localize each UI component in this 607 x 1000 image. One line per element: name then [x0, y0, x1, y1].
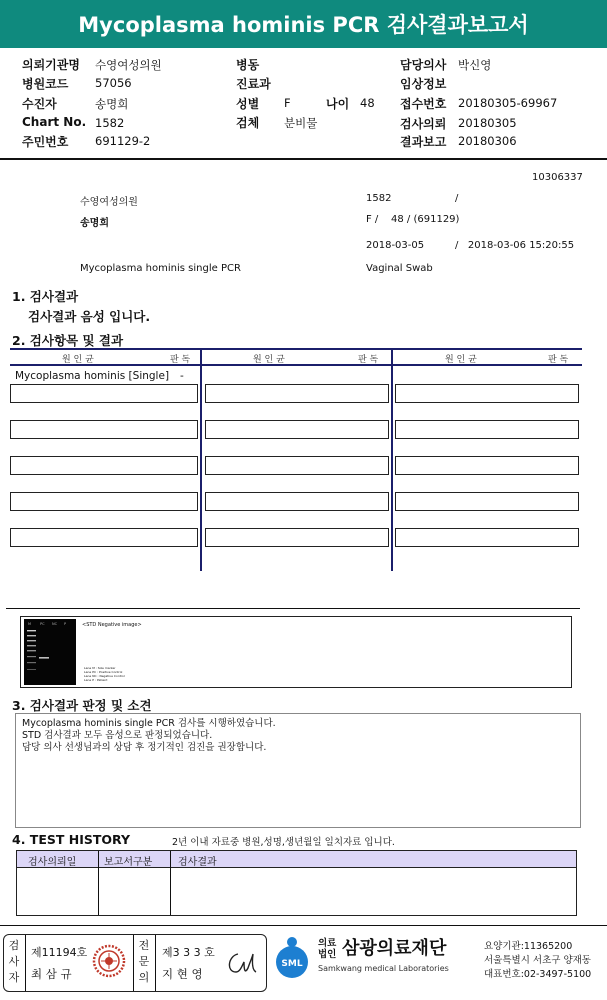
- header-divider: [0, 158, 607, 160]
- signature-divider: [25, 935, 26, 991]
- info-patient: 송명희: [80, 218, 109, 229]
- result-cell: [10, 528, 198, 547]
- sml-logo-icon: [270, 936, 314, 980]
- specimen-label: 검체: [236, 116, 260, 130]
- gel-legend: [84, 666, 125, 682]
- doctor-value: 박신영: [458, 58, 492, 72]
- org-address: 서울특별시 서초구 양재동: [484, 955, 591, 966]
- sex-label: 성별: [236, 97, 260, 111]
- col-judgement: 판 독: [358, 355, 379, 365]
- history-divider: [170, 851, 171, 915]
- section1-title: 1. 검사결과: [12, 289, 79, 304]
- section4-title: 4. TEST HISTORY: [12, 832, 131, 847]
- result-cell: [395, 492, 579, 511]
- confirmer-label: 전문의: [138, 939, 150, 984]
- report-title: Mycoplasma hominis PCR 검사결과보고서: [0, 0, 607, 48]
- chart-no-label: Chart No.: [22, 115, 87, 129]
- info-institution: 수영여성의원: [80, 197, 138, 208]
- section1-result: 검사결과 음성 입니다.: [28, 309, 151, 324]
- org-phone: 대표번호:02-3497-5100: [484, 969, 592, 980]
- result-table-divider: [200, 350, 202, 571]
- receipt-no-label: 접수번호: [400, 97, 447, 111]
- info-date-report: / 2018-03-06 15:20:55: [455, 240, 575, 251]
- gel-legend-item: Lane M : Size marker: [84, 666, 116, 670]
- opinion-line: Mycoplasma hominis single PCR 검사를 시행하였습니다.: [22, 718, 276, 729]
- org-code: 요양기관:11365200: [484, 941, 573, 952]
- svg-text:M: M: [28, 622, 32, 626]
- org-type: 의료법인: [318, 938, 337, 960]
- col-judgement: 판 독: [170, 355, 191, 365]
- chart-no-value: 1582: [95, 116, 125, 130]
- request-date-label: 검사의뢰: [400, 117, 447, 131]
- examiner-license: 제11194호: [31, 946, 88, 959]
- examiner-name: 최 삼 규: [31, 967, 72, 981]
- resident-no-label: 주민번호: [22, 135, 69, 149]
- info-test-name: Mycoplasma hominis single PCR: [80, 263, 241, 274]
- result-row-name: Mycoplasma hominis [Single]: [15, 370, 170, 382]
- institution-label: 의뢰기관명: [22, 58, 80, 72]
- col-pathogen: 원 인 균: [253, 355, 285, 365]
- history-col-type: 보고서구분: [104, 857, 153, 868]
- institution-value: 수영여성의원: [95, 58, 162, 72]
- report-date-value: 20180306: [458, 134, 517, 148]
- result-cell: [205, 456, 389, 475]
- confirmer-license: 제3 3 3 호: [162, 946, 215, 959]
- result-row-value: -: [180, 370, 184, 382]
- result-cell: [395, 456, 579, 475]
- confirmer-name: 지 현 영: [162, 967, 203, 981]
- result-cell: [205, 528, 389, 547]
- section-divider: [6, 608, 580, 609]
- result-table-top-line: [10, 348, 582, 350]
- col-pathogen: 원 인 균: [445, 355, 477, 365]
- history-note: 2년 이내 자료중 병원,성명,생년월일 일치자료 입니다.: [172, 837, 395, 848]
- col-pathogen: 원 인 균: [62, 355, 94, 365]
- gel-legend-item: Lane P : Patient: [84, 678, 108, 682]
- col-judgement: 판 독: [548, 355, 569, 365]
- ward-label: 병동: [236, 58, 260, 72]
- seal-stamp-icon: [92, 944, 126, 978]
- report-date-label: 결과보고: [400, 135, 447, 149]
- age-value: 48: [360, 96, 375, 110]
- patient-value: 송명희: [95, 97, 129, 111]
- history-col-request: 검사의뢰일: [28, 857, 77, 868]
- result-cell: [205, 420, 389, 439]
- opinion-line: STD 검사결과 모두 음성으로 판정되었습니다.: [22, 730, 213, 741]
- svg-text:PC: PC: [40, 622, 45, 626]
- hospital-code-value: 57056: [95, 76, 132, 90]
- history-divider: [98, 851, 99, 915]
- gel-legend-item: Lane PC : Positive Control: [84, 670, 123, 674]
- result-cell: [10, 456, 198, 475]
- hospital-code-label: 병원코드: [22, 77, 69, 91]
- gel-caption: <STD Negative image>: [82, 622, 142, 628]
- signature-divider: [133, 935, 134, 991]
- result-cell: [10, 420, 198, 439]
- org-english-name: Samkwang medical Laboratories: [318, 964, 449, 973]
- doctor-label: 담당의사: [400, 58, 447, 72]
- result-cell: [395, 384, 579, 403]
- report-code: 10306337: [532, 172, 583, 183]
- result-cell: [10, 384, 198, 403]
- result-table-header-line: [10, 364, 582, 366]
- age-label: 나이: [326, 97, 350, 111]
- history-col-result: 검사결과: [178, 857, 217, 868]
- logo-text: SML: [281, 959, 303, 969]
- result-table-divider: [391, 350, 393, 571]
- result-cell: [205, 384, 389, 403]
- info-specimen: Vaginal Swab: [366, 263, 433, 274]
- sex-value: F: [284, 96, 291, 110]
- result-cell: [395, 420, 579, 439]
- opinion-line: 담당 의사 선생님과의 상담 후 정기적인 검진을 권장합니다.: [22, 742, 267, 753]
- section2-title: 2. 검사항목 및 결과: [12, 333, 124, 348]
- info-slash: /: [455, 193, 459, 204]
- department-label: 진료과: [236, 77, 271, 91]
- signature-divider: [155, 935, 156, 991]
- receipt-no-value: 20180305-69967: [458, 96, 558, 110]
- svg-text:P: P: [64, 622, 67, 626]
- clinical-info-label: 임상정보: [400, 77, 447, 91]
- org-name: 삼광의료재단: [342, 938, 447, 959]
- gel-legend-item: Lane NC : Negative Control: [84, 674, 125, 678]
- history-header: [17, 851, 576, 868]
- examiner-label: 검사자: [8, 939, 20, 984]
- info-chart: 1582: [366, 193, 392, 204]
- svg-text:NC: NC: [52, 622, 58, 626]
- info-date-request: 2018-03-05: [366, 240, 425, 251]
- result-cell: [205, 492, 389, 511]
- specimen-value: 분비물: [284, 116, 318, 130]
- result-cell: [395, 528, 579, 547]
- gel-image: [24, 619, 76, 685]
- section3-title: 3. 검사결과 판정 및 소견: [12, 698, 152, 713]
- signature-icon: [222, 948, 262, 980]
- resident-no-value: 691129-2: [95, 134, 151, 148]
- opinion-text: [22, 718, 276, 754]
- footer-divider: [0, 925, 607, 926]
- patient-label: 수진자: [22, 97, 57, 111]
- result-cell: [10, 492, 198, 511]
- info-sex-age: F / 48 / (691129): [366, 214, 460, 225]
- request-date-value: 20180305: [458, 116, 517, 130]
